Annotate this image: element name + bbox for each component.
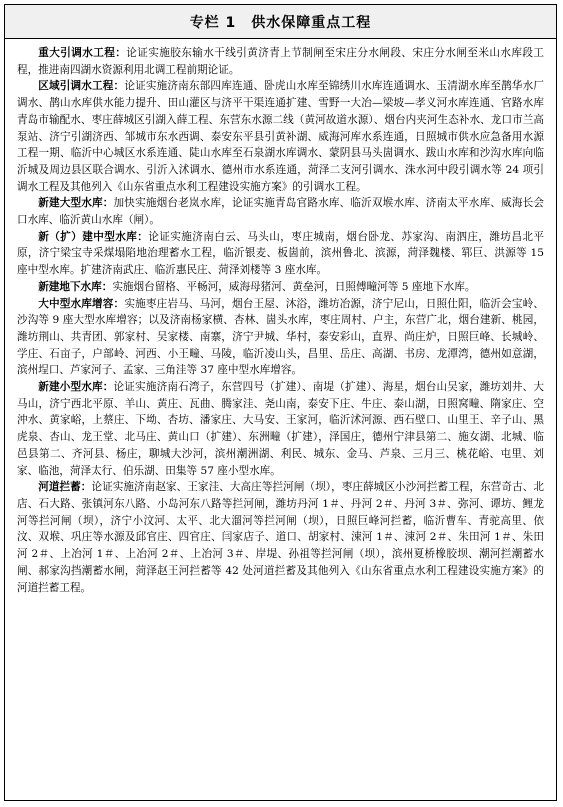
paragraph-text: 论证实施济南白云、马头山，枣庄城南，烟台卧龙、苏家沟、南泗庄，潍坊昌北平原，济宁梁宝寺采煤塌陷地治理蓄水工程，临沂银麦、板崮前，滨州鲁北、滨源，菏泽魏楼、郓巨、洪源等 15 座中型水库。扩建济南武庄、临沂惠民庄、菏泽刘楼等 3 座水库。: [17, 230, 545, 277]
paragraph-major-water-diversion: [17, 45, 544, 78]
box-title: 专栏 1 供水保障重点工程: [5, 5, 556, 39]
paragraph-text: 实施烟台留格、平畅河，威海母猪河、黄垒河，日照傅疃河等 5 座地下水库。: [112, 280, 476, 293]
paragraph-text: 论证实施胶东输水干线引黄济青上节制闸至宋庄分水闸段、宋庄分水闸至米山水库段工程，推进南四湖水资源利用北调工程前期论证。: [17, 47, 545, 76]
paragraph-lead: 新建大型水库：: [38, 197, 114, 210]
paragraph-medium-reservoirs: [17, 229, 544, 279]
paragraph-lead: 区域引调水工程：: [38, 80, 125, 93]
paragraph-regional-water-diversion: [17, 78, 544, 195]
paragraph-text: 论证实施济南赵家、王家洼、大高庄等拦河闸（坝），枣庄薛城区小沙河拦蓄工程，东营奇古、北店、石大路、张镇河东八路、小岛河东八路等拦河闸，潍坊丹河 1＃、丹河 2＃、丹河 3＃、弥河、谭坊、鲤龙河等拦河闸（坝），济宁小汶河、太平、北大溜河等拦河闸（坝），日照巨峰河拦蓄，临沂曹车、青驼高里、依汶、双堠、巩庄等水源及邱官庄、四官庄、闫家店子、道口、胡家村、涑河 1＃、涑河 2＃、朱田河 1＃、朱田河 2＃、上冶河 1＃、上冶河 2＃、上冶河 3＃、岸堤、孙祖等拦河闸（坝），滨州夏桥橡胶坝、潮河拦潮蓄水闸、郝家沟挡潮蓄水闸，菏泽赵王河拦蓄等 42 处河道拦蓄及其他列入《山东省重点水利工程建设实施方案》的河道拦蓄工程。: [17, 481, 544, 594]
paragraph-river-impoundment: [17, 479, 544, 596]
paragraph-text: 论证实施济南东部四库连通、卧虎山水库至锦绣川水库连通调水、玉清湖水库至鹊华水厂调水、鹊山水库供水能力提升、田山灌区与济平干渠连通扩建、雪野一大冶—梁坡—孝义河水库连通、官路水库青岛市输配水、枣庄薛城区引湖入薛工程、东营东水源二线（黄河故道水源）、烟台内夹河生态补水、龙口市兰高泵站、济宁引湖济西、邹城市东水西调、泰安东平县引黄补湖、威海河库水系连通，日照城市供水应急备用水源工程一期、临沂中心城区水系连通、陡山水库至石泉湖水库调水、蒙阴县马头崮调水、跋山水库和沙沟水库向临沂城及周边县区联合调水、引沂入沭调水、德州市水系连通，菏泽二支河引调水、洙水河中段引调水等 24 项引调水工程及其他列入《山东省重点水利工程建设实施方案》的引调水工程。: [17, 80, 544, 193]
paragraph-underground-reservoirs: [17, 279, 544, 296]
paragraph-small-reservoirs: [17, 379, 544, 479]
paragraph-lead: 大中型水库增容：: [38, 297, 125, 310]
paragraph-text: 加快实施烟台老岚水库，论证实施青岛官路水库、临沂双堠水库、济南太平水库、威海长会口水库、临沂黄山水库（闸）。: [17, 197, 544, 227]
paragraph-lead: 新建小型水库：: [38, 381, 114, 394]
paragraph-text: 论证实施济南石湾子，东营四号（扩建）、南堤（扩建）、海星，烟台山吴家，潍坊刘井、大马山，济宁西北平原、羊山、黄庄、瓦曲、腾家洼、尧山南，泰安下庄、牛庄、泰山湖，日照窝疃、隋家庄、空沖水、黄家峪，上蔡庄、下坳、杏坊、潘家庄、大马安、王家河，临沂沭河源、西石壁口、山里王、辛子山、黑虎泉、杏山、龙王堂、北马庄、黄山口（扩建）、东洲疃（扩建），泽国庄，德州宁津县第二、施女湖、北城、临邑县第二、齐河县、杨庄，聊城大沙河，滨州潮洲湖、利民、城东、金马、芦泉、三月三、桃花峪、屯里、刘家、临池，菏泽太行、伯乐湖、田集等 57 座小型水库。: [17, 381, 544, 477]
paragraph-lead: 新建地下水库：: [38, 280, 113, 293]
box-content: [17, 45, 544, 794]
paragraph-text: 实施枣庄岩马、马河，烟台王屋、沐浴，潍坊冶源，济宁尼山，日照仕阳，临沂会宝岭、沙沟等 9 座大型水库增容；以及济南杨家横、杏林、崮头水库，枣庄周村、户主，东营广北，烟台建新、桃园，潍坊荆山、共青团、郭家村、吴家楼、南寨，济宁尹城、华村，泰安彩山，直界、尚庄炉，日照巨峰、长城岭、学庄、石亩子，户部岭、河西、小王疃、马陵，临沂凌山头，昌里、岳庄、高湖、书房、龙潭湾，德州如意湖，滨州埕口、芦家河子、孟家、三角洼等 37 座中型水库增容。: [17, 297, 544, 377]
paragraph-reservoir-capacity-increase: [17, 296, 544, 380]
paragraph-new-large-reservoirs: [17, 195, 544, 228]
paragraph-lead: 重大引调水工程：: [38, 47, 127, 59]
paragraph-lead: 河道拦蓄：: [38, 481, 92, 494]
paragraph-lead: 新（扩）建中型水库：: [38, 230, 149, 243]
feature-box: [4, 4, 557, 801]
